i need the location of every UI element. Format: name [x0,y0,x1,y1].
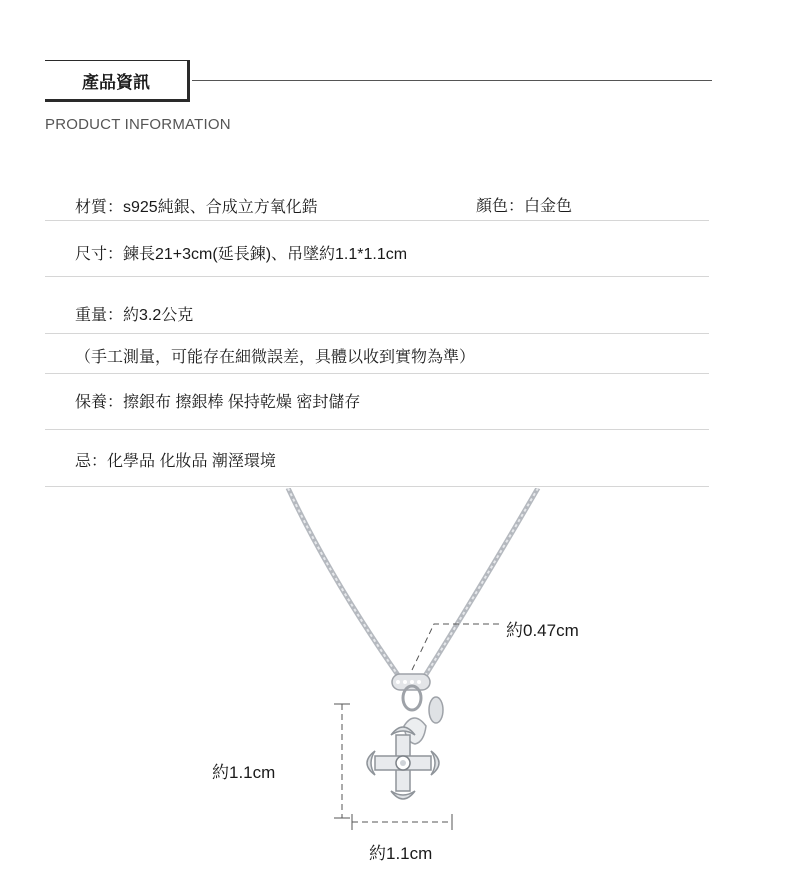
spec-row-note [45,334,709,374]
size-text: 尺寸：鍊長21+3cm(延長鍊)、吊墜約1.1*1.1cm [75,246,408,263]
note-text: （手工測量，可能存在細微誤差，具體以收到實物為準） [75,349,476,366]
spec-row-avoid [45,430,709,487]
color-text: 顏色：白金色 [476,198,573,215]
care-text: 保養：擦銀布 擦銀棒 保持乾燥 密封儲存 [75,394,361,411]
spec-row-material [45,180,709,221]
height-size-label: 約1.1cm [212,763,276,782]
height-dimension-guide [334,704,350,818]
spec-row-weight [45,277,709,334]
width-size-label: 約1.1cm [369,844,433,863]
material-text: 材質：s925純銀、合成立方氧化鋯 [75,199,318,216]
bail-size-label: 約0.47cm [506,621,579,640]
necklace-pendant-image [0,488,800,876]
cross-pendant [367,727,439,799]
pendant-bail [392,674,443,744]
chain-right [425,488,538,676]
section-title: 產品資訊 [45,60,190,102]
title-rule [192,80,712,81]
section-subtitle: PRODUCT INFORMATION [45,116,231,133]
avoid-text: 忌：化學品 化妝品 潮溼環境 [75,453,276,470]
width-dimension-guide [352,814,452,830]
spec-row-size [45,221,709,277]
chain-left [288,488,400,678]
spec-row-care [45,374,709,430]
weight-text: 重量：約3.2公克 [75,307,194,324]
bail-dimension-guide [412,624,500,670]
